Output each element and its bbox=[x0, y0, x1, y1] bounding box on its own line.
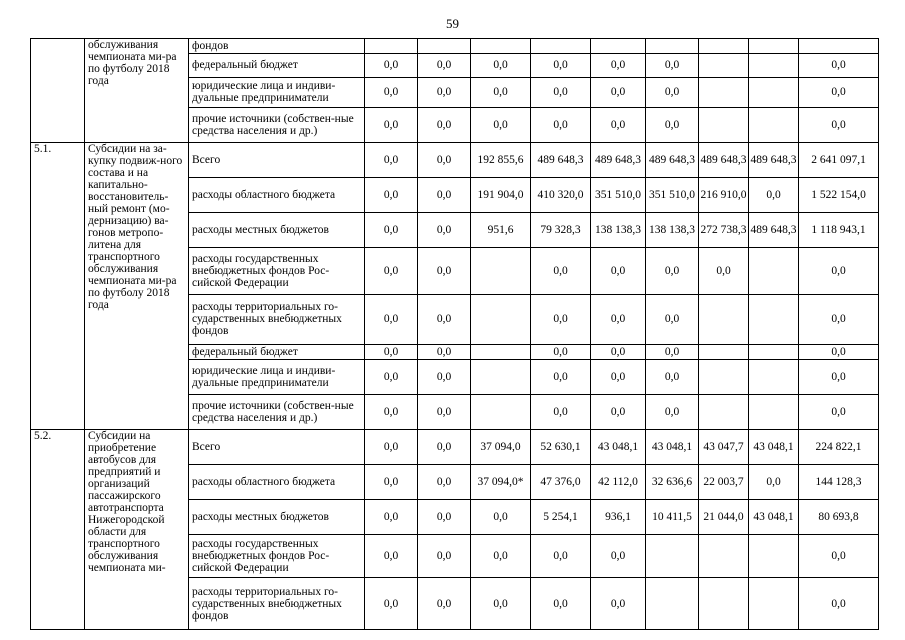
year-value: 0,0 bbox=[646, 294, 699, 344]
year-value: 0,0 bbox=[591, 294, 646, 344]
year-value bbox=[749, 77, 799, 107]
year-value bbox=[591, 39, 646, 54]
year-value: 0,0 bbox=[365, 54, 418, 77]
total-value: 2 641 097,1 bbox=[799, 142, 879, 177]
funding-source: расходы местных бюджетов bbox=[189, 212, 365, 247]
year-value: 43 048,1 bbox=[646, 430, 699, 465]
year-value bbox=[646, 578, 699, 630]
year-value: 0,0 bbox=[646, 107, 699, 142]
year-value: 0,0 bbox=[418, 344, 471, 359]
year-value: 0,0 bbox=[471, 54, 531, 77]
year-value bbox=[749, 535, 799, 578]
year-value: 138 138,3 bbox=[646, 212, 699, 247]
year-value bbox=[699, 344, 749, 359]
year-value bbox=[471, 395, 531, 430]
year-value: 0,0 bbox=[418, 54, 471, 77]
year-value: 489 648,3 bbox=[699, 142, 749, 177]
year-value bbox=[699, 360, 749, 395]
year-value: 0,0 bbox=[365, 212, 418, 247]
funding-source: Всего bbox=[189, 142, 365, 177]
year-value: 79 328,3 bbox=[531, 212, 591, 247]
funding-source: расходы территориальных го-сударственных внебюджетных фондов bbox=[189, 578, 365, 630]
funding-source: федеральный бюджет bbox=[189, 344, 365, 359]
year-value: 5 254,1 bbox=[531, 500, 591, 535]
year-value: 21 044,0 bbox=[699, 500, 749, 535]
year-value bbox=[699, 54, 749, 77]
total-value bbox=[799, 39, 879, 54]
year-value: 936,1 bbox=[591, 500, 646, 535]
year-value bbox=[699, 107, 749, 142]
year-value bbox=[471, 248, 531, 295]
year-value: 0,0 bbox=[646, 344, 699, 359]
year-value: 0,0 bbox=[365, 77, 418, 107]
year-value: 0,0 bbox=[418, 142, 471, 177]
total-value: 0,0 bbox=[799, 77, 879, 107]
funding-source: прочие источники (собствен-ные средства населения и др.) bbox=[189, 107, 365, 142]
year-value: 43 048,1 bbox=[749, 500, 799, 535]
year-value: 0,0 bbox=[418, 395, 471, 430]
total-value: 0,0 bbox=[799, 578, 879, 630]
year-value: 37 094,0* bbox=[471, 465, 531, 500]
year-value: 351 510,0 bbox=[646, 177, 699, 212]
year-value bbox=[471, 39, 531, 54]
year-value: 192 855,6 bbox=[471, 142, 531, 177]
year-value: 191 904,0 bbox=[471, 177, 531, 212]
total-value: 144 128,3 bbox=[799, 465, 879, 500]
total-value: 0,0 bbox=[799, 54, 879, 77]
year-value bbox=[699, 39, 749, 54]
year-value bbox=[365, 39, 418, 54]
budget-table bbox=[30, 38, 879, 630]
year-value: 0,0 bbox=[365, 465, 418, 500]
year-value: 22 003,7 bbox=[699, 465, 749, 500]
table-row bbox=[31, 39, 879, 54]
year-value: 0,0 bbox=[365, 430, 418, 465]
year-value: 0,0 bbox=[531, 77, 591, 107]
total-value: 0,0 bbox=[799, 395, 879, 430]
year-value bbox=[531, 39, 591, 54]
year-value bbox=[699, 77, 749, 107]
year-value: 0,0 bbox=[531, 248, 591, 295]
item-number: 5.1. bbox=[31, 142, 85, 429]
year-value: 0,0 bbox=[591, 344, 646, 359]
year-value: 138 138,3 bbox=[591, 212, 646, 247]
year-value: 0,0 bbox=[646, 248, 699, 295]
year-value: 0,0 bbox=[591, 360, 646, 395]
year-value: 0,0 bbox=[418, 177, 471, 212]
measure-name: Субсидии на приобретение автобусов для предприятий и организаций пассажирского автотранспорта Нижегородской области для транспортного обслуживания чемпионата ми- bbox=[85, 430, 189, 630]
total-value: 1 522 154,0 bbox=[799, 177, 879, 212]
year-value: 52 630,1 bbox=[531, 430, 591, 465]
year-value: 489 648,3 bbox=[646, 142, 699, 177]
year-value: 0,0 bbox=[365, 177, 418, 212]
year-value: 43 047,7 bbox=[699, 430, 749, 465]
year-value: 43 048,1 bbox=[591, 430, 646, 465]
funding-source: расходы областного бюджета bbox=[189, 465, 365, 500]
year-value: 0,0 bbox=[531, 107, 591, 142]
item-number bbox=[31, 39, 85, 143]
year-value: 0,0 bbox=[699, 248, 749, 295]
funding-source: расходы государственных внебюджетных фондов Рос-сийской Федерации bbox=[189, 248, 365, 295]
year-value: 489 648,3 bbox=[591, 142, 646, 177]
year-value: 0,0 bbox=[418, 500, 471, 535]
year-value bbox=[749, 578, 799, 630]
year-value: 0,0 bbox=[591, 535, 646, 578]
year-value: 272 738,3 bbox=[699, 212, 749, 247]
year-value: 37 094,0 bbox=[471, 430, 531, 465]
year-value: 0,0 bbox=[646, 395, 699, 430]
year-value: 0,0 bbox=[531, 535, 591, 578]
year-value: 0,0 bbox=[418, 107, 471, 142]
total-value: 224 822,1 bbox=[799, 430, 879, 465]
year-value bbox=[699, 535, 749, 578]
year-value: 0,0 bbox=[471, 578, 531, 630]
funding-source: прочие источники (собствен-ные средства населения и др.) bbox=[189, 395, 365, 430]
year-value bbox=[418, 39, 471, 54]
funding-source: расходы местных бюджетов bbox=[189, 500, 365, 535]
year-value bbox=[749, 294, 799, 344]
year-value bbox=[749, 360, 799, 395]
year-value bbox=[749, 248, 799, 295]
year-value bbox=[749, 344, 799, 359]
total-value: 80 693,8 bbox=[799, 500, 879, 535]
year-value: 0,0 bbox=[646, 77, 699, 107]
total-value: 0,0 bbox=[799, 294, 879, 344]
year-value: 0,0 bbox=[365, 248, 418, 295]
year-value bbox=[749, 54, 799, 77]
total-value: 0,0 bbox=[799, 344, 879, 359]
total-value: 0,0 bbox=[799, 107, 879, 142]
year-value: 0,0 bbox=[365, 500, 418, 535]
funding-source: расходы государственных внебюджетных фондов Рос-сийской Федерации bbox=[189, 535, 365, 578]
year-value: 0,0 bbox=[531, 395, 591, 430]
year-value: 32 636,6 bbox=[646, 465, 699, 500]
year-value bbox=[699, 578, 749, 630]
year-value bbox=[646, 39, 699, 54]
year-value: 0,0 bbox=[418, 77, 471, 107]
year-value: 0,0 bbox=[531, 360, 591, 395]
year-value bbox=[699, 294, 749, 344]
year-value: 951,6 bbox=[471, 212, 531, 247]
year-value: 351 510,0 bbox=[591, 177, 646, 212]
year-value bbox=[749, 107, 799, 142]
year-value bbox=[471, 294, 531, 344]
funding-source: фондов bbox=[189, 39, 365, 54]
year-value: 410 320,0 bbox=[531, 177, 591, 212]
year-value: 489 648,3 bbox=[531, 142, 591, 177]
year-value: 0,0 bbox=[418, 248, 471, 295]
total-value: 1 118 943,1 bbox=[799, 212, 879, 247]
funding-source: расходы областного бюджета bbox=[189, 177, 365, 212]
year-value: 0,0 bbox=[365, 360, 418, 395]
total-value: 0,0 bbox=[799, 360, 879, 395]
year-value: 489 648,3 bbox=[749, 142, 799, 177]
year-value: 0,0 bbox=[471, 535, 531, 578]
year-value: 0,0 bbox=[418, 294, 471, 344]
year-value: 0,0 bbox=[591, 248, 646, 295]
year-value: 0,0 bbox=[471, 500, 531, 535]
year-value: 0,0 bbox=[365, 294, 418, 344]
year-value bbox=[699, 395, 749, 430]
table-body bbox=[31, 39, 879, 630]
year-value: 0,0 bbox=[646, 54, 699, 77]
year-value: 42 112,0 bbox=[591, 465, 646, 500]
total-value: 0,0 bbox=[799, 248, 879, 295]
year-value: 0,0 bbox=[365, 578, 418, 630]
year-value bbox=[749, 395, 799, 430]
measure-name: обслуживания чемпионата ми-ра по футболу 2018 года bbox=[85, 39, 189, 143]
year-value: 0,0 bbox=[418, 535, 471, 578]
year-value: 0,0 bbox=[749, 177, 799, 212]
year-value bbox=[471, 360, 531, 395]
year-value: 0,0 bbox=[418, 578, 471, 630]
funding-source: федеральный бюджет bbox=[189, 54, 365, 77]
year-value: 0,0 bbox=[591, 107, 646, 142]
year-value bbox=[749, 39, 799, 54]
year-value: 0,0 bbox=[591, 578, 646, 630]
year-value: 0,0 bbox=[418, 212, 471, 247]
year-value: 0,0 bbox=[591, 395, 646, 430]
year-value: 0,0 bbox=[531, 578, 591, 630]
year-value: 0,0 bbox=[418, 430, 471, 465]
funding-source: юридические лица и индиви-дуальные предприниматели bbox=[189, 360, 365, 395]
page-number: 59 bbox=[446, 16, 459, 31]
year-value: 0,0 bbox=[365, 107, 418, 142]
year-value: 0,0 bbox=[646, 360, 699, 395]
year-value: 0,0 bbox=[471, 107, 531, 142]
year-value: 0,0 bbox=[471, 77, 531, 107]
year-value: 0,0 bbox=[365, 535, 418, 578]
year-value: 0,0 bbox=[531, 54, 591, 77]
measure-name: Субсидии на за-купку подвиж-ного состава и на капитально-восстановитель-ный ремонт (мо-дернизацию) ва-гонов метропо-литена для транспортного обслуживания чемпионата ми-ра по футболу 2018 года bbox=[85, 142, 189, 429]
year-value: 0,0 bbox=[531, 344, 591, 359]
year-value: 0,0 bbox=[531, 294, 591, 344]
year-value: 489 648,3 bbox=[749, 212, 799, 247]
funding-source: юридические лица и индиви-дуальные предприниматели bbox=[189, 77, 365, 107]
funding-source: Всего bbox=[189, 430, 365, 465]
year-value bbox=[471, 344, 531, 359]
total-value: 0,0 bbox=[799, 535, 879, 578]
year-value: 10 411,5 bbox=[646, 500, 699, 535]
year-value: 0,0 bbox=[365, 395, 418, 430]
year-value: 0,0 bbox=[591, 54, 646, 77]
year-value: 0,0 bbox=[365, 142, 418, 177]
year-value: 43 048,1 bbox=[749, 430, 799, 465]
year-value: 0,0 bbox=[418, 465, 471, 500]
table-row bbox=[31, 142, 879, 177]
year-value: 0,0 bbox=[591, 77, 646, 107]
year-value: 47 376,0 bbox=[531, 465, 591, 500]
item-number: 5.2. bbox=[31, 430, 85, 630]
year-value: 0,0 bbox=[418, 360, 471, 395]
year-value: 216 910,0 bbox=[699, 177, 749, 212]
year-value: 0,0 bbox=[365, 344, 418, 359]
year-value bbox=[646, 535, 699, 578]
table-row bbox=[31, 430, 879, 465]
funding-source: расходы территориальных го-сударственных внебюджетных фондов bbox=[189, 294, 365, 344]
year-value: 0,0 bbox=[749, 465, 799, 500]
